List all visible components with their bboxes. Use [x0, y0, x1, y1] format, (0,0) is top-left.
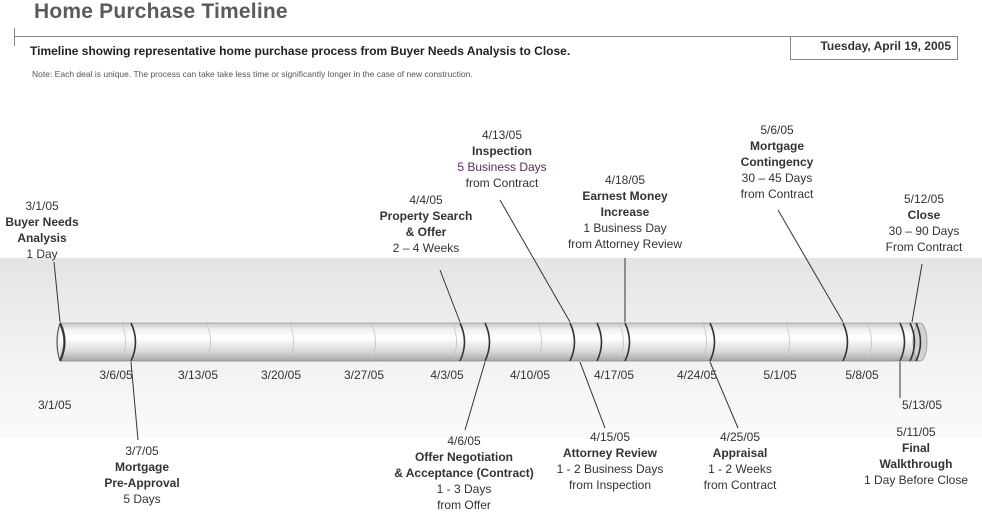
event-detail: 1 - 2 Business Days	[556, 462, 664, 476]
event-detail: 5 Days	[123, 492, 161, 506]
axis-date-label: 3/27/05	[343, 368, 385, 382]
axis-date-label: 4/10/05	[509, 368, 551, 382]
event-label-earnest-money-increase	[568, 173, 682, 251]
axis-date-label: 5/13/05	[901, 398, 943, 412]
event-date: 4/6/05	[447, 434, 481, 448]
event-date: 4/4/05	[409, 193, 443, 207]
event-title: & Offer	[405, 225, 447, 239]
event-title: Offer Negotiation	[415, 450, 513, 464]
event-detail: 1 Day	[26, 247, 58, 261]
event-date: 5/12/05	[903, 192, 945, 206]
event-label-final-walkthrough	[864, 425, 968, 487]
event-title: Property Search	[379, 209, 473, 223]
event-date: 5/11/05	[896, 425, 936, 439]
event-detail: 1 - 3 Days	[436, 482, 492, 496]
event-detail: 2 – 4 Weeks	[392, 241, 460, 255]
event-title: Appraisal	[712, 446, 768, 460]
event-label-appraisal	[704, 430, 777, 492]
axis-date-label: 3/20/05	[260, 368, 302, 382]
event-detail: From Contract	[885, 240, 963, 254]
event-detail: 1 Day Before Close	[863, 473, 969, 487]
event-title: Earnest Money	[582, 189, 668, 203]
page-title: Home Purchase Timeline	[34, 0, 288, 23]
cylinder-start-cap	[57, 323, 60, 361]
event-label-offer-negotiation-acceptance-contract	[394, 434, 534, 512]
event-date: 5/6/05	[760, 123, 794, 137]
event-detail: 30 – 45 Days	[741, 171, 813, 185]
event-label-attorney-review	[557, 430, 664, 492]
event-detail: from Contract	[465, 176, 539, 190]
leader-line-mortgage-contingency	[778, 210, 843, 322]
event-title: Mortgage	[750, 139, 804, 153]
event-detail: from Contract	[740, 187, 814, 201]
leader-line-property-search-offer	[440, 270, 460, 322]
event-title: Mortgage	[115, 460, 169, 474]
axis-date-label: 4/3/05	[430, 368, 464, 382]
date-box: Tuesday, April 19, 2005	[790, 36, 958, 60]
event-label-mortgage-contingency	[741, 123, 814, 201]
subtitle: Timeline showing representative home purchase process from Buyer Needs Analysis to Close.	[30, 44, 571, 58]
event-title: Contingency	[740, 155, 814, 169]
axis-date-label: 3/6/05	[99, 368, 133, 382]
event-date: 4/18/05	[604, 173, 646, 187]
event-label-buyer-needs-analysis	[5, 199, 79, 261]
event-title: Pre-Approval	[104, 476, 180, 490]
event-label-close	[886, 192, 963, 254]
axis-date-label: 4/17/05	[593, 368, 635, 382]
leader-line-inspection	[500, 200, 570, 322]
axis-date-label: 4/24/05	[676, 368, 718, 382]
event-detail: 5 Business Days	[457, 160, 547, 174]
event-detail: from Inspection	[568, 478, 652, 492]
axis-date-label: 5/8/05	[845, 368, 879, 382]
event-title: Attorney Review	[562, 446, 658, 460]
event-detail: 30 – 90 Days	[888, 224, 960, 238]
event-title: Buyer Needs	[5, 215, 79, 229]
event-date: 4/25/05	[719, 430, 761, 444]
event-detail: from Offer	[437, 498, 491, 512]
event-detail: from Attorney Review	[567, 237, 683, 251]
event-label-property-search-offer	[380, 193, 473, 255]
event-title: & Acceptance (Contract)	[394, 466, 534, 480]
event-label-mortgage-pre-approval	[104, 444, 179, 506]
event-title: Walkthrough	[879, 457, 953, 471]
event-label-inspection	[457, 128, 546, 190]
event-title: Final	[901, 441, 931, 455]
leader-line-close	[912, 264, 922, 322]
axis-date-label: 3/13/05	[177, 368, 219, 382]
event-title: Increase	[600, 205, 650, 219]
event-title: Inspection	[471, 144, 533, 158]
event-title: Analysis	[17, 231, 67, 245]
event-detail: 1 Business Day	[583, 221, 667, 235]
event-detail: 1 - 2 Weeks	[708, 462, 772, 476]
event-title: Close	[907, 208, 941, 222]
note: Note: Each deal is unique. The process can take take less time or significantly longer in the case of new construction.	[32, 69, 473, 79]
event-date: 4/15/05	[589, 430, 631, 444]
leader-line-buyer-needs-analysis	[54, 262, 60, 322]
axis-date-label: 5/1/05	[763, 368, 797, 382]
event-detail: from Contract	[703, 478, 777, 492]
event-date: 4/13/05	[481, 128, 523, 142]
event-date: 3/1/05	[25, 199, 59, 213]
event-date: 3/7/05	[125, 444, 159, 458]
axis-date-label: 3/1/05	[38, 398, 72, 412]
leader-line-offer-negotiation-acceptance-contract	[465, 362, 485, 430]
